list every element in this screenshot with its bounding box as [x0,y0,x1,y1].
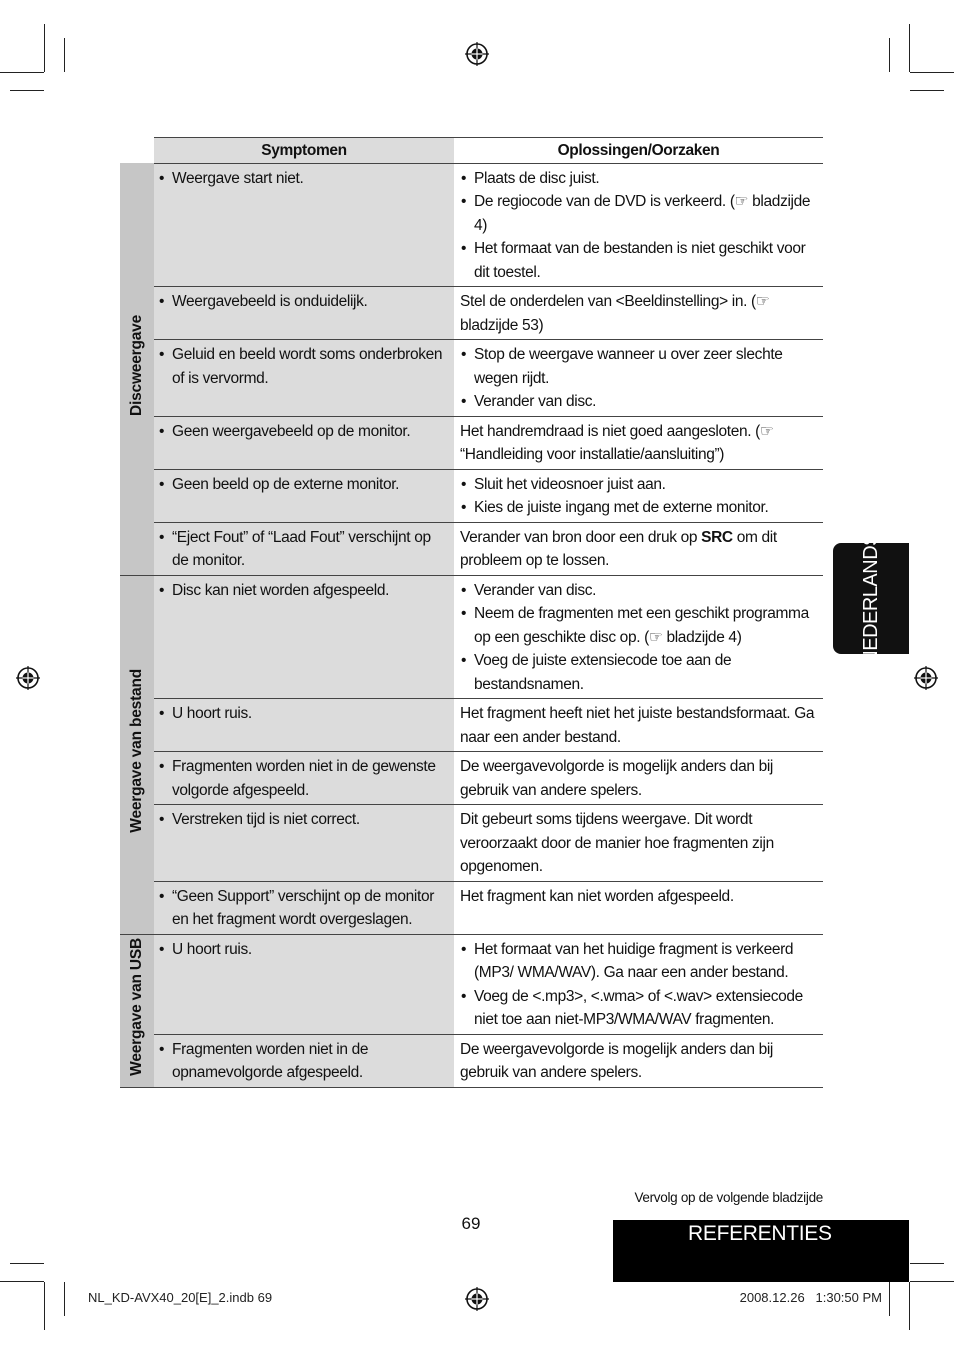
symptom-cell [154,522,454,575]
registration-mark-icon [465,1287,489,1311]
solution-item: • Het formaat van het huidige fragment is verkeerd (MP3/ WMA/WAV). Ga naar een ander bestand. [460,938,819,985]
solution-text: Het fragment kan niet worden afgespeeld. [460,887,734,905]
crop-mark [910,72,954,73]
symptom-text: • Fragmenten worden niet in de opnamevolgorde afgespeeld. [158,1038,450,1085]
category-label-usb: Weergave van USB [128,937,146,1076]
crop-mark [44,24,45,72]
table-row [120,416,823,469]
table-row [120,1034,823,1087]
solution-text-post: om dit probleem op te lossen. [460,528,777,569]
symptom-cell [154,805,454,882]
solution-cell [454,1034,823,1087]
solution-cell [454,522,823,575]
solution-item: • Sluit het videosnoer juist aan. [460,473,819,497]
registration-mark-icon [465,42,489,66]
crop-mark [64,1282,65,1316]
solution-text [460,526,819,573]
solution-item: • Kies de juiste ingang met de externe monitor. [460,496,819,520]
solution-cell [454,752,823,805]
header-spacer [120,138,154,164]
symptom-text: • Geluid en beeld wordt soms onderbroken of is vervormd. [158,343,450,390]
table-row [120,163,823,287]
table-row [120,881,823,934]
symptom-text: • Disc kan niet worden afgespeeld. [158,579,450,603]
crop-mark [910,1281,954,1282]
solution-cell [454,805,823,882]
solution-item: • Verander van disc. [460,390,819,414]
table-row [120,805,823,882]
solution-item: • Stop de weergave wanneer u over zeer slechte wegen rijdt. [460,343,819,390]
registration-mark-icon [16,666,40,690]
solution-cell [454,340,823,417]
solution-cell [454,163,823,287]
symptom-text: • Geen weergavebeeld op de monitor. [158,420,450,444]
crop-mark [44,1282,45,1330]
section-title: REFERENTIES [688,1222,832,1245]
solution-text: Het fragment heeft niet het juiste bestandsformaat. Ga naar een ander bestand. [460,705,815,746]
print-slug-file: NL_KD-AVX40_20[E]_2.indb 69 [88,1290,273,1305]
solution-item: • Voeg de <.mp3>, <.wma> of <.wav> extensiecode niet toe aan niet-MP3/WMA/WAV fragmenten. [460,985,819,1032]
symptom-text: • Weergavebeeld is onduidelijk. [158,290,450,314]
solution-text: De weergavevolgorde is mogelijk anders dan bij gebruik van andere spelers. [460,758,774,799]
crop-mark [64,38,65,72]
table-row [120,752,823,805]
category-cell [120,934,154,1087]
solution-cell [454,881,823,934]
solution-item: • Plaats de disc juist. [460,167,819,191]
table-row [120,934,823,1034]
solution-text: Dit gebeurt soms tijdens weergave. Dit wordt veroorzaakt door de manier hoe fragmenten zijn opgenomen. [460,811,774,875]
language-tab [833,532,909,665]
table-row [120,287,823,340]
solution-cell [454,469,823,522]
section-title-bar [613,1220,909,1282]
symptom-text: • Verstreken tijd is niet correct. [158,808,450,832]
category-cell [120,163,154,575]
solution-cell [454,575,823,699]
crop-mark [0,72,44,73]
solutions-header: Oplossingen/Oorzaken [454,138,823,164]
symptoms-header: Symptomen [154,138,454,164]
solution-text: Stel de onderdelen van <Beeldinstelling> in. (☞ bladzijde 53) [460,293,770,334]
solution-cell [454,416,823,469]
table-row [120,522,823,575]
table-row [120,340,823,417]
solution-text: Het handremdraad is niet goed aangesloten. (☞ “Handleiding voor installatie/aansluiting”) [460,422,774,463]
symptom-cell [154,699,454,752]
solution-cell [454,934,823,1034]
symptom-cell [154,881,454,934]
symptom-cell [154,340,454,417]
symptom-text: • “Geen Support” verschijnt op de monitor en het fragment wordt overgeslagen. [158,885,450,932]
table-row [120,699,823,752]
symptom-text: • Fragmenten worden niet in de gewenste volgorde afgespeeld. [158,755,450,802]
table-row [120,469,823,522]
symptom-text: • “Eject Fout” of “Laad Fout” verschijnt op de monitor. [158,526,450,573]
solution-item: • Het formaat van de bestanden is niet geschikt voor dit toestel. [460,237,819,284]
category-label-disc: Discweergave [128,314,146,416]
table-header-row [120,138,823,164]
continue-note: Vervolg op de volgende bladzijde [634,1190,823,1205]
crop-mark [889,38,890,72]
solution-text-pre: Verander van bron door een druk op [460,528,702,546]
solution-item: • Verander van disc. [460,579,819,603]
crop-mark [910,90,944,91]
solution-item: • Voeg de juiste extensiecode toe aan de bestandsnamen. [460,649,819,696]
crop-mark [10,90,44,91]
solution-item: • De regiocode van de DVD is verkeerd. (☞ bladzijde 4) [460,190,819,237]
symptom-cell [154,163,454,287]
crop-mark [0,1281,44,1282]
language-tab-label: NEDERLANDS [859,532,882,665]
symptom-text: • U hoort ruis. [158,702,450,726]
src-button-label: SRC [701,528,733,546]
symptom-cell [154,934,454,1034]
crop-mark [909,24,910,72]
registration-mark-icon [914,666,938,690]
solution-item: • Neem de fragmenten met een geschikt programma op een geschikte disc op. (☞ bladzijde 4) [460,602,819,649]
troubleshooting-table [120,137,823,1088]
crop-mark [910,1263,944,1264]
symptom-text: • U hoort ruis. [158,938,450,962]
symptom-cell [154,752,454,805]
solution-text: De weergavevolgorde is mogelijk anders dan bij gebruik van andere spelers. [460,1040,774,1081]
page-number: 69 [461,1214,481,1233]
symptom-cell [154,287,454,340]
solution-cell [454,699,823,752]
table-row [120,575,823,699]
symptom-cell [154,416,454,469]
solution-cell [454,287,823,340]
symptom-text: • Geen beeld op de externe monitor. [158,473,450,497]
crop-mark [909,1282,910,1330]
symptom-cell [154,469,454,522]
symptom-cell [154,1034,454,1087]
category-label-file: Weergave van bestand [128,668,146,833]
category-cell [120,575,154,934]
print-slug-date: 2008.12.26 1:30:50 PM [739,1290,882,1305]
symptom-cell [154,575,454,699]
symptom-text: • Weergave start niet. [158,167,450,191]
crop-mark [10,1263,44,1264]
crop-mark [889,1282,890,1316]
